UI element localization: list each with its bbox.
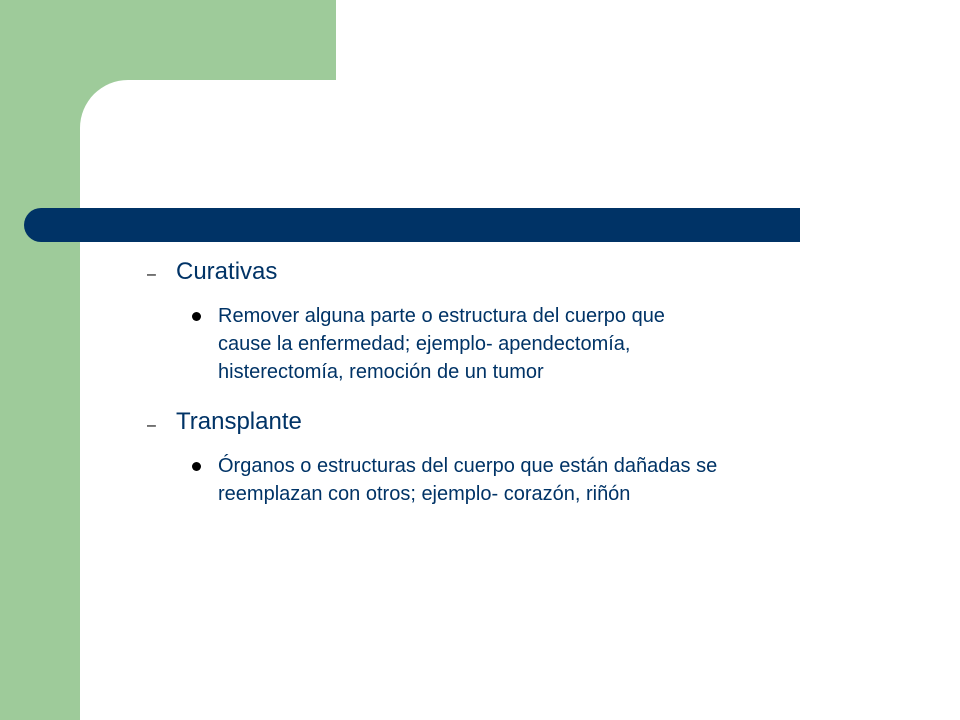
bullet-text-transplante <box>218 452 717 508</box>
bullet-line: cause la enfermedad; ejemplo- apendectomía, <box>218 333 631 355</box>
bullet-dot <box>192 312 201 321</box>
dash-marker: – <box>147 266 156 283</box>
dash-marker: – <box>147 417 156 434</box>
heading-curativas: Curativas <box>176 258 278 285</box>
bullet-dot <box>192 462 201 471</box>
content-card <box>80 80 960 720</box>
bullet-line: reemplazan con otros; ejemplo- corazón, riñón <box>218 483 631 505</box>
heading-transplante: Transplante <box>176 408 302 435</box>
bullet-line: histerectomía, remoción de un tumor <box>218 361 544 383</box>
title-bar <box>24 208 800 242</box>
bullet-line: Remover alguna parte o estructura del cuerpo que <box>218 305 665 327</box>
bullet-text-curativas <box>218 302 665 386</box>
bullet-line: Órganos o estructuras del cuerpo que están dañadas se <box>218 455 718 477</box>
